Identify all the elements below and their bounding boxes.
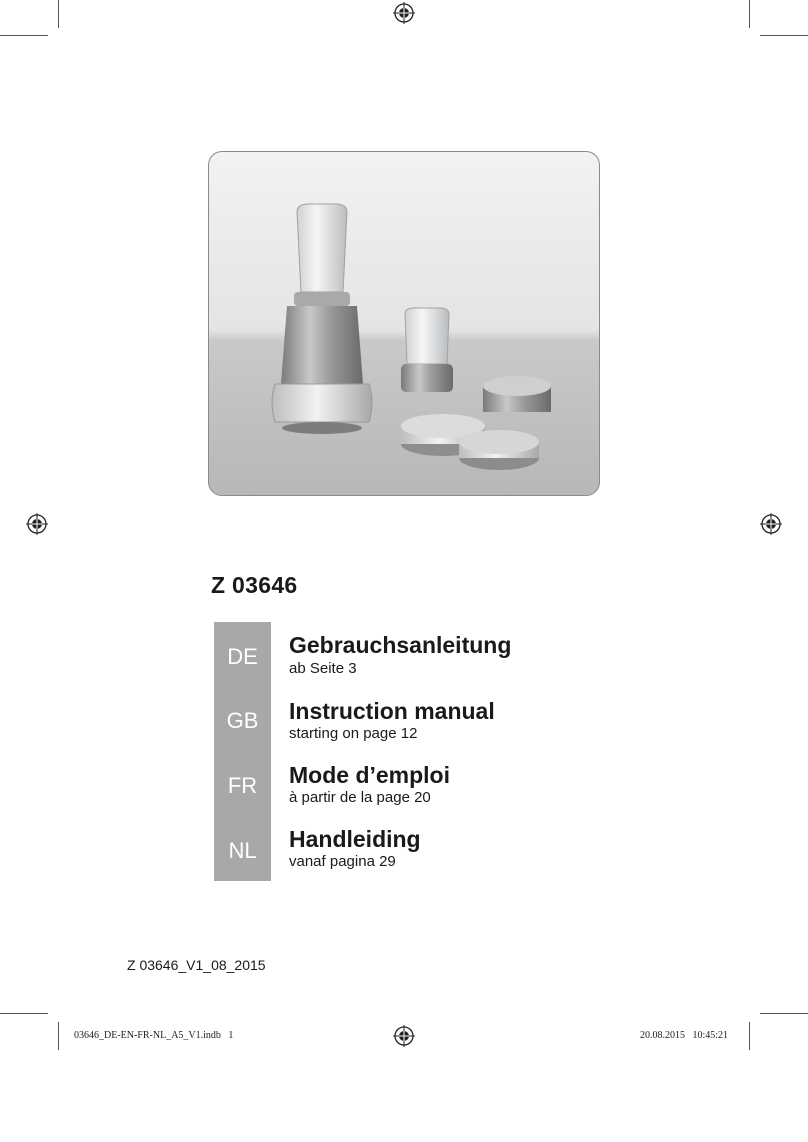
crop-mark: [58, 0, 59, 28]
crop-mark: [749, 0, 750, 28]
crop-mark: [58, 1022, 59, 1050]
crop-mark: [760, 1013, 808, 1014]
print-slug-file: 03646_DE-EN-FR-NL_A5_V1.indb 1: [74, 1030, 234, 1041]
language-subtitle-nl: vanaf pagina 29: [289, 853, 396, 870]
language-title-nl: Handleiding: [289, 826, 421, 852]
crop-mark: [760, 35, 808, 36]
crop-mark: [749, 1022, 750, 1050]
language-code-de: DE: [227, 644, 258, 669]
language-code-gb: GB: [226, 708, 259, 733]
registration-mark-icon: [760, 513, 782, 535]
language-subtitle-de: ab Seite 3: [289, 660, 357, 677]
language-code-nl: NL: [228, 838, 257, 863]
crop-mark: [0, 1013, 48, 1014]
language-code-fr: FR: [227, 773, 258, 798]
registration-mark-icon: [393, 1025, 415, 1047]
language-title-de: Gebrauchsanleitung: [289, 632, 512, 658]
registration-mark-icon: [393, 2, 415, 24]
language-title-fr: Mode d’emploi: [289, 762, 450, 788]
print-slug-timestamp: 20.08.2015 10:45:21: [639, 1030, 728, 1041]
product-photo: [208, 151, 600, 496]
language-title-gb: Instruction manual: [289, 698, 495, 724]
registration-mark-icon: [26, 513, 48, 535]
crop-mark: [0, 35, 48, 36]
language-subtitle-gb: starting on page 12: [289, 725, 418, 742]
model-number: Z 03646: [211, 572, 298, 598]
language-subtitle-fr: à partir de la page 20: [289, 789, 431, 806]
version-code: Z 03646_V1_08_2015: [127, 957, 266, 973]
